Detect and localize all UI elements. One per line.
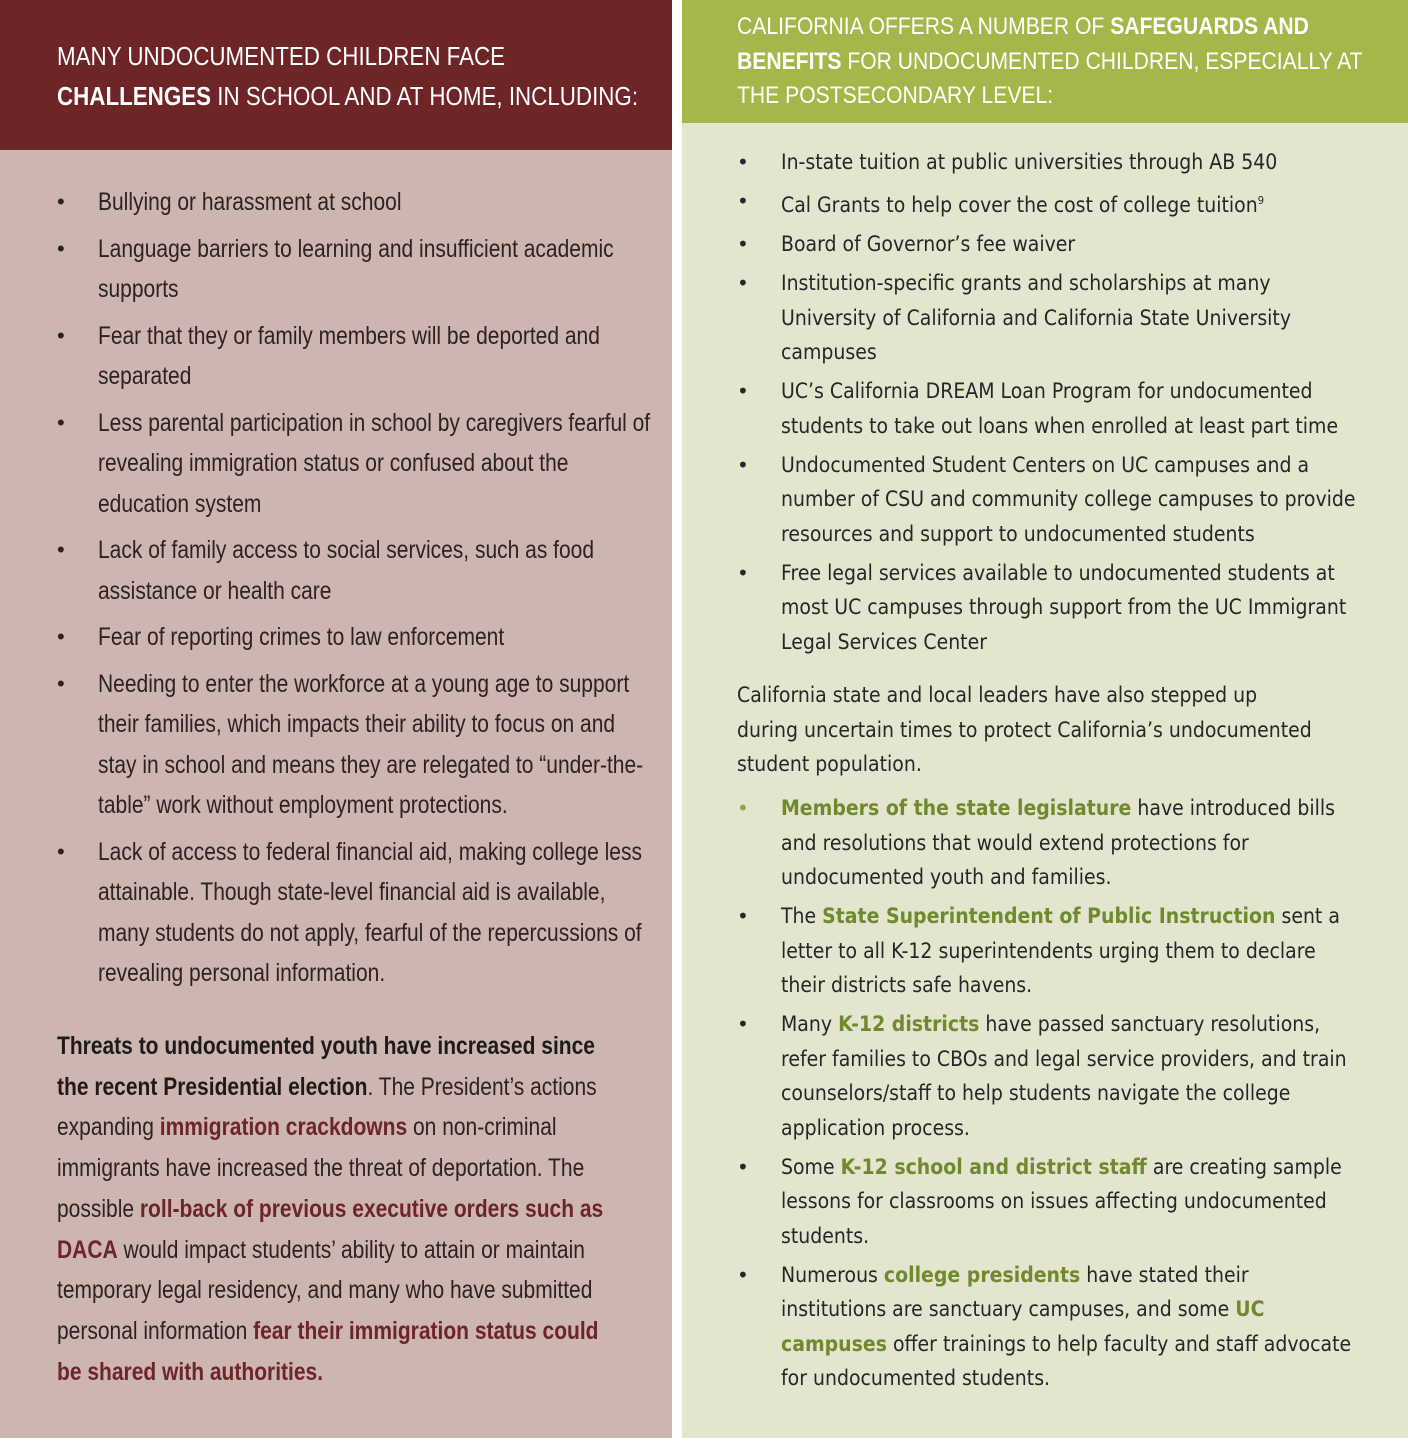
list-item: • Institution-specific grants and scholarships at many University of California and California State University campuses bbox=[737, 271, 1292, 364]
safeguards-title: CALIFORNIA OFFERS A NUMBER OF SAFEGUARDS AND BENEFITS FOR UNDOCUMENTED CHILDREN, ESPECIALLY AT THE POSTSECONDARY LEVEL: bbox=[737, 13, 1363, 109]
leaders-list bbox=[737, 791, 1377, 1400]
list-item: • Less parental participation in school by caregivers fearful of revealing immigration status or confused about the education system bbox=[57, 408, 651, 518]
list-item: • Undocumented Student Centers on UC campuses and a number of CSU and community college campuses to provide resources and support to undocumented students bbox=[737, 452, 1356, 546]
list-item: • Some K-12 school and district staff are creating sample lessons for classrooms on issues affecting undocumented students. bbox=[737, 1154, 1342, 1248]
list-item: • Members of the state legislature have introduced bills and resolutions that would extend protections for undocumented youth and families. bbox=[737, 796, 1335, 889]
list-item: • Lack of family access to social services, such as food assistance or health care bbox=[57, 536, 595, 605]
challenges-panel bbox=[0, 0, 672, 1438]
list-item: • In-state tuition at public universities through AB 540 bbox=[737, 150, 1278, 174]
safeguards-header bbox=[682, 0, 1408, 123]
list-item: • Fear of reporting crimes to law enforcement bbox=[57, 623, 505, 651]
list-item: • Many K-12 districts have passed sanctuary resolutions, refer families to CBOs and legal service providers, and train counselors/staff to help students navigate the college application process. bbox=[737, 1012, 1347, 1140]
safeguards-panel bbox=[682, 0, 1408, 1438]
list-item: • UC’s California DREAM Loan Program for undocumented students to take out loans when enrolled at least part time bbox=[737, 379, 1339, 438]
safeguards-list bbox=[737, 145, 1377, 664]
footnote-marker: 9 bbox=[1257, 194, 1265, 207]
list-item: • Fear that they or family members will be deported and separated bbox=[57, 321, 600, 390]
challenges-header bbox=[0, 0, 672, 150]
list-item: • Cal Grants to help cover the cost of college tuition$^9$ bbox=[737, 189, 1265, 217]
list-item: • Needing to enter the workforce at a young age to support their families, which impacts their ability to focus on and stay in school and means they are relegated to “under-the-table” work without employment protections. bbox=[57, 669, 644, 819]
list-item: • Free legal services available to undocumented students at most UC campuses through support from the UC Immigrant Legal Services Center bbox=[737, 560, 1347, 654]
challenges-list bbox=[57, 182, 657, 1000]
list-item: • Language barriers to learning and insufficient academic supports bbox=[57, 234, 614, 303]
threats-paragraph: Threats to undocumented youth have increased since the recent Presidential election. The President’s actions expanding immigration crackdowns on non-criminal immigrants have increased the threat of deportation. The possible roll-back of previous executive orders such as DACA would impact students’ ability to attain or maintain temporary legal residency, and many who have submitted personal information fear their immigration status could be shared with authorities. bbox=[57, 1032, 604, 1386]
list-item: • The State Superintendent of Public Instruction sent a letter to all K-12 superintendents urging them to declare their districts safe havens. bbox=[737, 904, 1340, 997]
list-item: • Numerous college presidents have stated their institutions are sanctuary campuses, and some UC campuses offer trainings to help faculty and staff advocate for undocumented students. bbox=[737, 1262, 1352, 1390]
list-item: • Board of Governor’s fee waiver bbox=[737, 232, 1076, 256]
list-item: • Lack of access to federal financial aid, making college less attainable. Though state-level financial aid is available, many students do not apply, fearful of the repercussions of revealing personal information. bbox=[57, 837, 642, 987]
list-item: • Bullying or harassment at school bbox=[57, 188, 402, 216]
leaders-paragraph: California state and local leaders have also stepped up during uncertain times to protect California’s undocumented student population. bbox=[737, 683, 1312, 777]
challenges-title: MANY UNDOCUMENTED CHILDREN FACE CHALLENGES IN SCHOOL AND AT HOME, INCLUDING: bbox=[57, 41, 639, 111]
